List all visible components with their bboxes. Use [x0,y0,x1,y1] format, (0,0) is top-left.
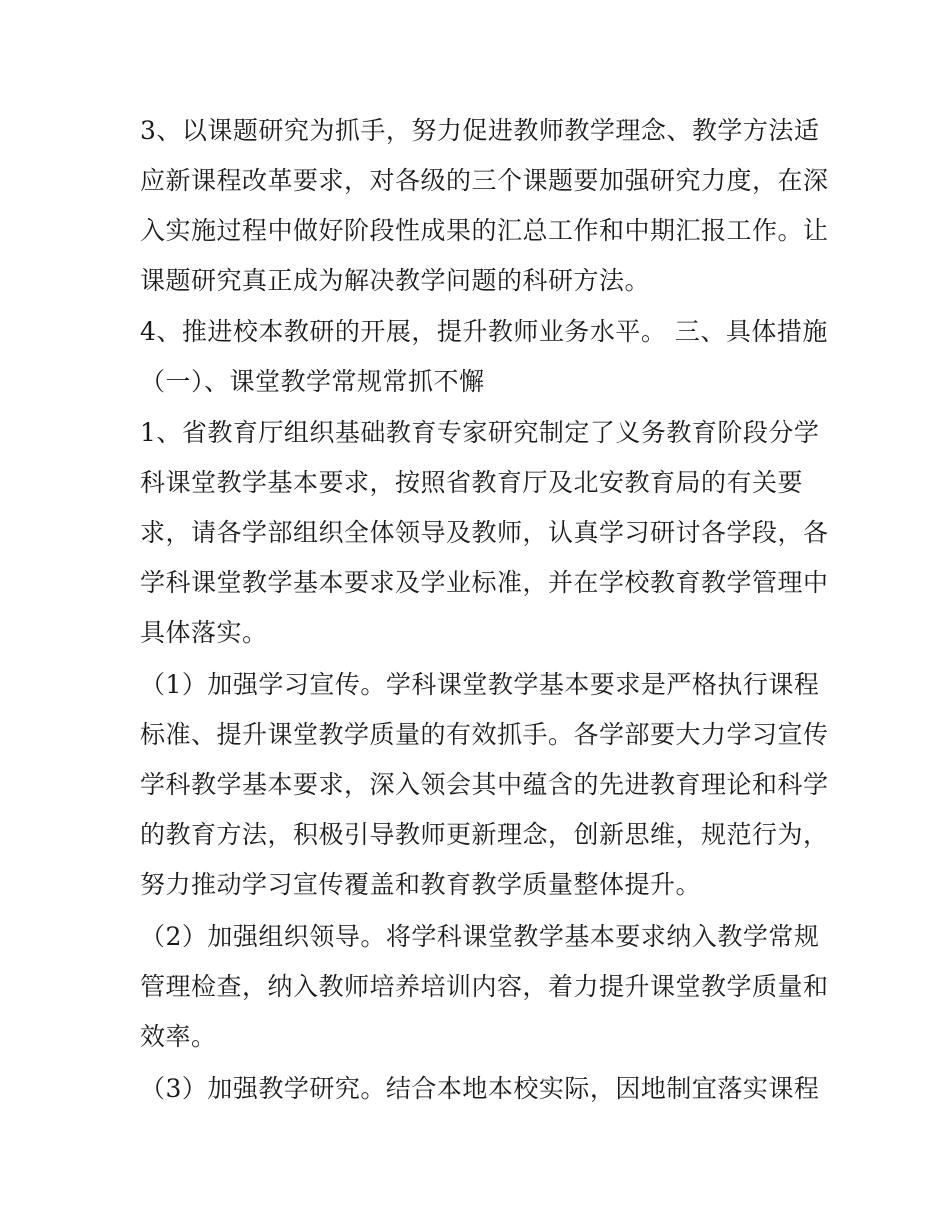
text-line: （3）加强教学研究。结合本地本校实际，因地制宜落实课程 [140,1074,820,1103]
text-line: 科课堂教学基本要求，按照省教育厅及北安教育局的有关要 [140,468,804,497]
text-line: 1、省教育厅组织基础教育专家研究制定了义务教育阶段分学 [140,418,820,447]
text-line: 具体落实。 [140,618,268,647]
text-line: 学科课堂教学基本要求及学业标准，并在学校教育教学管理中 [140,568,829,597]
text-line: 应新课程改革要求，对各级的三个课题要加强研究力度，在深 [140,166,829,195]
text-line: 求，请各学部组织全体领导及教师，认真学习研讨各学段，各 [140,518,829,547]
section-heading: （一）、课堂教学常规常抓不懈 [140,367,485,396]
text-line: 标准、提升课堂教学质量的有效抓手。各学部要大力学习宣传 [140,720,829,749]
text-line: 3、以课题研究为抓手，努力促进教师教学理念、教学方法适 [140,116,820,145]
text-line: 效率。 [140,1022,217,1051]
text-line: 入实施过程中做好阶段性成果的汇总工作和中期汇报工作。让 [140,216,829,245]
text-line: 的教育方法，积极引导教师更新理念，创新思维，规范行为， [140,820,829,849]
text-line: 课题研究真正成为解决教学问题的科研方法。 [140,266,651,295]
text-line: 学科教学基本要求，深入领会其中蕴含的先进教育理论和科学 [140,770,829,799]
text-line: 努力推动学习宣传覆盖和教育教学质量整体提升。 [140,870,702,899]
text-line: 4、推进校本教研的开展，提升教师业务水平。 三、具体措施 [140,317,828,346]
text-line: （1）加强学习宣传。学科课堂教学基本要求是严格执行课程 [140,670,820,699]
text-line: （2）加强组织领导。将学科课堂教学基本要求纳入教学常规 [140,922,820,951]
text-line: 管理检查，纳入教师培养培训内容，着力提升课堂教学质量和 [140,972,829,1001]
